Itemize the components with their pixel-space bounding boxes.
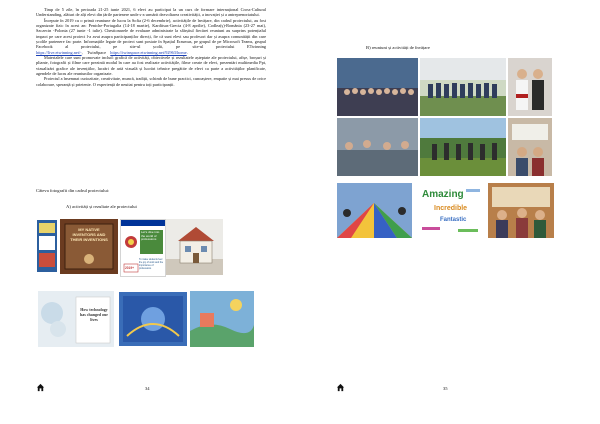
word-cloud-decor — [418, 183, 484, 238]
small-poster-graphic — [37, 220, 57, 272]
home-icon[interactable] — [336, 383, 345, 392]
photos-intro: Câteva fotografii din cadrul proiectului: — [36, 188, 110, 193]
photo-booklet — [38, 291, 114, 347]
photo-workshop — [337, 118, 418, 176]
body-text — [36, 7, 266, 87]
photo-house-model — [166, 219, 223, 275]
page-number: 34 — [145, 386, 150, 391]
etwinning-link[interactable]: https://live.etwinning.net/- — [36, 49, 82, 55]
twinspace-link[interactable]: https://twinspace.etwinning.net/92963/home — [110, 49, 187, 55]
group-outdoor-graphic — [420, 58, 506, 116]
classroom-graphic — [508, 118, 552, 176]
word-incredible: Incredible — [434, 205, 468, 212]
word-amazing: Amazing — [422, 189, 464, 200]
photo-garden-group — [420, 118, 506, 176]
inventors-poster-title: MY NATIVE INVENTORS AND THEIR INVENTIONS — [70, 227, 108, 242]
photo-small-poster — [37, 220, 57, 272]
photo-professions-poster — [120, 219, 166, 277]
right-page — [300, 0, 600, 424]
photo-meeting — [488, 183, 554, 238]
page-number: 35 — [443, 386, 448, 391]
parachute-graphic — [337, 183, 412, 238]
photo-word-cloud — [418, 183, 484, 238]
paragraph-3: Materialele care sunt promovate includ: grafică de activități, obiectivele și rezultatele așteptate ale proiectului, afișe, broșuri și pliante, fotografii și filme care prezintă modul în care au fost realizate activitățile, filme create de elevi, prezentări multimedia Ppt, vizualizări grafice ale invențiilor, lucrări de artă vizuală și lucrări tehnice pregătite de elevi ca parte a activităților planificate, agendele de lucru ale reuniunilor organizate. — [36, 55, 266, 77]
professions-poster-badge: 2019+ — [125, 266, 134, 270]
photo-folk-costume — [508, 58, 552, 116]
folk-costume-graphic — [508, 58, 552, 116]
photo-group-outdoor — [420, 58, 506, 116]
paragraph-1: Timp de 5 zile, în perioada 21-25 iunie 2021, 6 elevi au participat la un curs de formare internațional Cross-Cultural Understanding, alături de alți elevi din țările partenere unde s-a urmărit dezvoltarea creativității, a inovației și a antreprenoriatului. — [36, 7, 266, 18]
section-b-heading: B) reuniuni și activități de învățare — [366, 45, 430, 50]
photo-blue-drawing — [119, 292, 187, 346]
house-model-graphic — [166, 219, 223, 275]
professions-poster-bottom: To make students feel the joy of work and the importance of professions — [139, 258, 164, 270]
paragraph-4: Proiectul a însemnat curiozitate, creativitate, muncă, tradiții, schimb de bune practici, cunoaștere, empatie și mai presus de orice colaborare, speranță și prietenie. O experiență de neuitat pentru toți participanții. — [36, 76, 266, 87]
photo-inventors-poster — [60, 219, 118, 274]
professions-poster-text: Let's dive into the world of professions — [141, 230, 160, 242]
booklet-title: How technology has changed our lives — [80, 307, 109, 322]
photo-colorful-drawing — [190, 291, 254, 347]
home-icon[interactable] — [36, 383, 45, 392]
meeting-graphic — [488, 183, 554, 238]
word-fantastic: Fantastic — [440, 217, 467, 223]
photo-parachute-game — [337, 183, 412, 238]
photo-classroom — [508, 118, 552, 176]
photo-group-hall — [337, 58, 418, 116]
group-hall-graphic — [337, 58, 418, 116]
colorful-drawing-graphic — [190, 291, 254, 347]
garden-group-graphic — [420, 118, 506, 176]
section-a-heading: A) activități și rezultate ale proiectului — [66, 204, 137, 209]
workshop-graphic — [337, 118, 418, 176]
blue-drawing-graphic — [119, 292, 187, 346]
paragraph-2: Începute în 2019 cu o primă reuniune de lucru la Sofia (2-6 decembrie), activitățile de învățare, din cadrul proiectului, au fost organizate fizic în acest an: Peniche-Portugalia (14-18 martie), Karditsas-Grecia (4-8 aprilie), Codlea(ș)-România (23-27 mai), Szczecin -Polonia (27 iunie -1 iulie). Chestionarele de evaluare administrate la sfârșitul fiecărei reuniuni au surprins potențialul impact pe care acest proiect l-a avut asupra participanților direcți, fie că sunt elevi sau profesori dar și asupra comunității din care școlile partenere fac parte. Informațiile legate de proiect sunt postate în Spațiul Erasmus, pe grupul de pe Microsoft Teams, grupul Facebook al proiectului, pe site-ul școlii, pe site-ul proiectului ETwinning https://live.etwinning.net/-, TwinSpace https://twinspace.etwinning.net/92963/home. — [36, 17, 266, 55]
twinspace-label: TwinSpace — [86, 49, 106, 55]
